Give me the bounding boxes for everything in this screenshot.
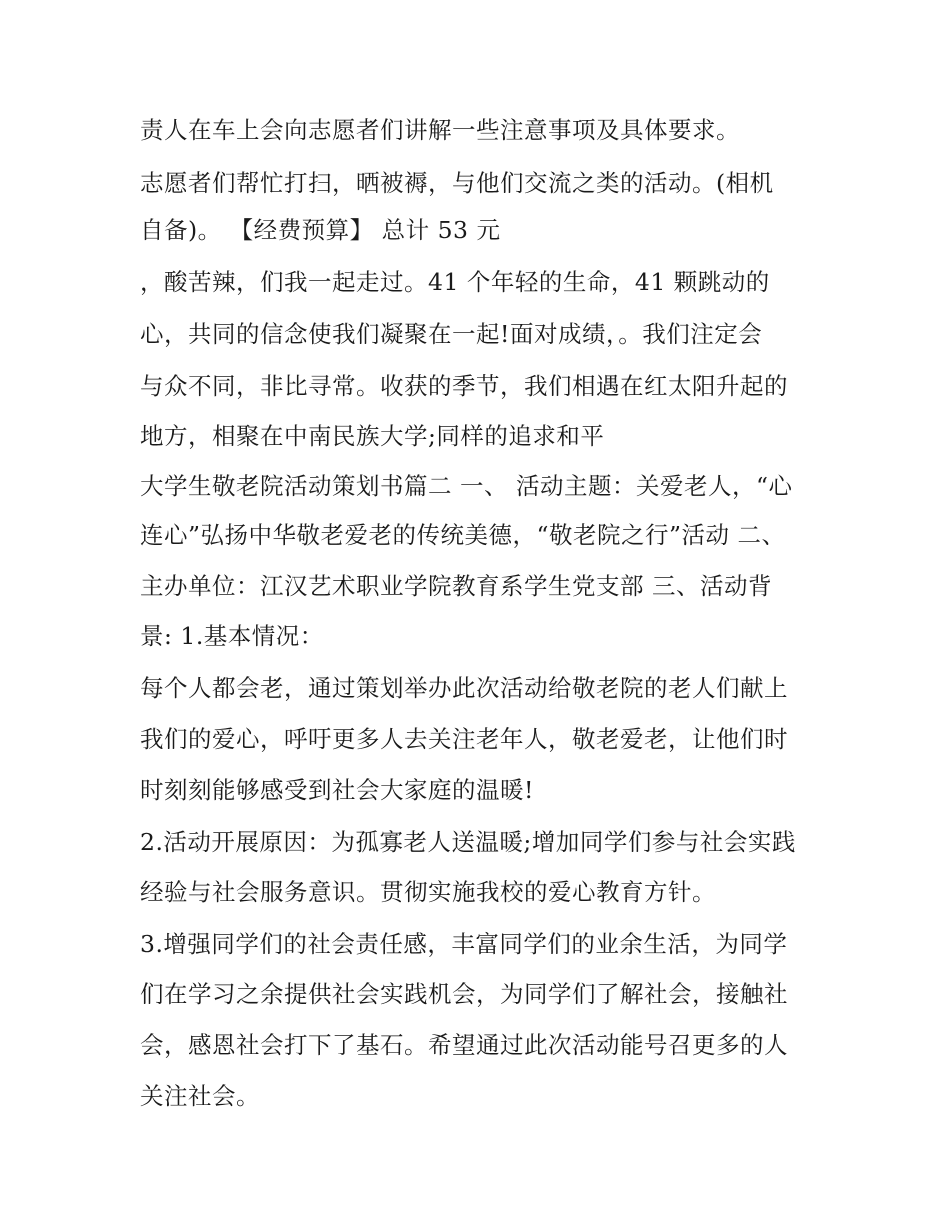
- text-line: 3.增强同学们的社会责任感，丰富同学们的业余生活，为同学: [140, 930, 788, 958]
- text-line: 每个人都会老，通过策划举办此次活动给敬老院的老人们献上: [140, 674, 788, 702]
- text-line: 心，共同的信念使我们凝聚在一起!面对成绩，。我们注定会: [140, 320, 763, 348]
- text-line: 2.活动开展原因：为孤寡老人送温暖;增加同学们参与社会实践: [140, 828, 796, 856]
- text-line: 时刻刻能够感受到社会大家庭的温暖!: [140, 776, 534, 804]
- text-line: 连心”弘扬中华敬老爱老的传统美德，“敬老院之行”活动 二、: [140, 521, 786, 549]
- text-line: 责人在车上会向志愿者们讲解一些注意事项及具体要求。: [140, 116, 740, 144]
- text-line: 与众不同，非比寻常。收获的季节，我们相遇在红太阳升起的: [140, 372, 788, 400]
- text-line: 主办单位：江汉艺术职业学院教育系学生党支部 三、活动背: [140, 572, 772, 600]
- text-line: 们在学习之余提供社会实践机会，为同学们了解社会，接触社: [140, 980, 788, 1008]
- text-line: 地方，相聚在中南民族大学;同样的追求和平: [140, 422, 605, 450]
- text-line: 会，感恩社会打下了基石。希望通过此次活动能号召更多的人: [140, 1031, 788, 1059]
- text-line: 景: 1.基本情况：: [140, 622, 324, 650]
- text-line: 大学生敬老院活动策划书篇二 一、 活动主题：关爱老人，“心: [140, 472, 793, 500]
- text-line: ，酸苦辣，们我一起走过。41 个年轻的生命，41 颗跳动的: [140, 268, 770, 296]
- text-line: 经验与社会服务意识。贯彻实施我校的爱心教育方针。: [140, 878, 716, 906]
- text-line: 自备)。 【经费预算】 总计 53 元: [140, 216, 501, 244]
- text-line: 志愿者们帮忙打扫，晒被褥，与他们交流之类的活动。(相机: [140, 169, 774, 197]
- text-line: 关注社会。: [140, 1082, 260, 1110]
- text-line: 我们的爱心，呼吁更多人去关注老年人，敬老爱老，让他们时: [140, 725, 788, 753]
